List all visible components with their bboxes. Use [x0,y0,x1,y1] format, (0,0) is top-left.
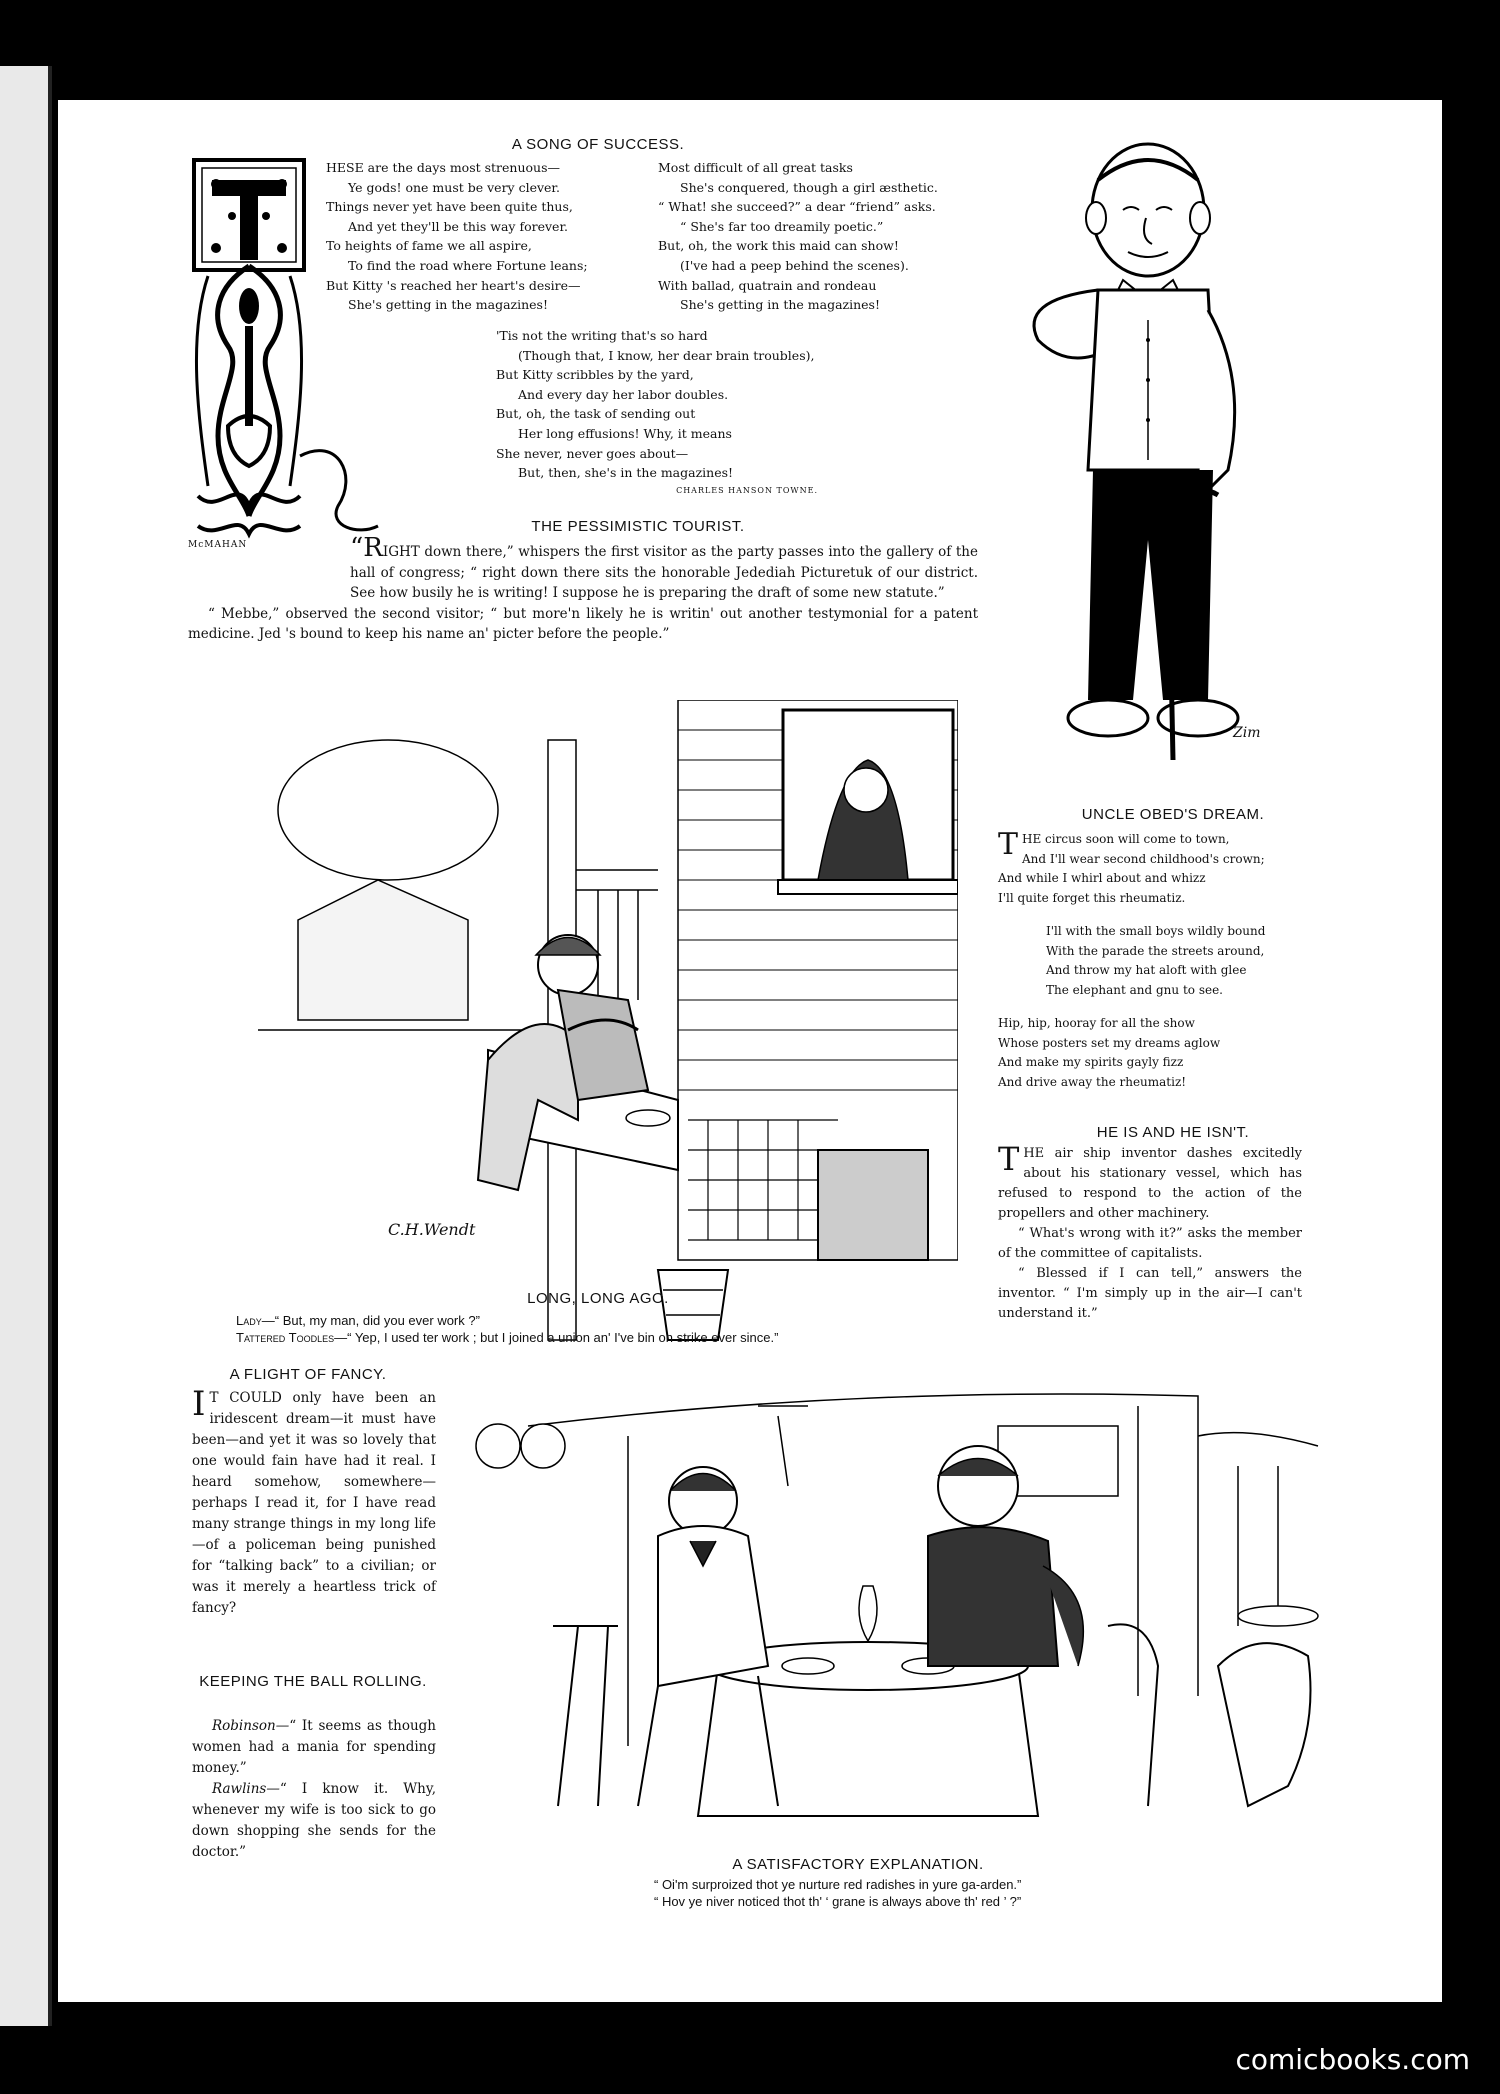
ball-speaker-2: Rawlins— [212,1781,280,1797]
poem-line: And yet they'll be this way forever. [348,218,569,234]
two-men-dining-icon [458,1366,1338,1846]
ball-line-2: “ I know it. Why, whenever my wife is too sick to go down shopping she sends for the doctor.” [192,1781,436,1860]
poem-line: With the parade the streets around, [1046,943,1265,958]
tramp-on-porch-icon [238,700,958,1360]
isnt-title: HE IS AND HE ISN'T. [1096,1124,1250,1141]
flight-title: A FLIGHT OF FANCY. [229,1366,387,1383]
isnt-paragraph-2: “ What's wrong with it?” asks the member of the committee of capitalists. [998,1226,1302,1261]
poem-line: And I'll wear second childhood's crown; [1022,851,1265,866]
poem-line: With ballad, quatrain and rondeau [658,277,877,293]
poem-line: “ What! she succeed?” a dear “friend” asks. [658,199,936,215]
tourist-paragraph-1: IGHT down there,” whispers the first visitor as the party passes into the gallery of the hall of congress; “ right down there sits the honorable Jedediah Picturetuk of our district. See how busily he is writing! I suppose he is preparing the draft of some new statute.” [350,544,978,601]
poem-line: But Kitty 's reached her heart's desire— [326,277,581,293]
longago-caption [236,1312,996,1346]
song-title: A SONG OF SUCCESS. [511,136,685,153]
longago-artist-signature: C.H.Wendt [388,1220,476,1239]
poem-line: And every day her labor doubles. [518,386,729,402]
poem-line: She's conquered, though a girl æsthetic. [680,179,938,195]
poem-line: I'll quite forget this rheumatiz. [998,890,1186,905]
poem-line: Hip, hip, hooray for all the show [998,1016,1195,1030]
site-watermark: comicbooks.com [1235,2043,1470,2076]
magazine-page [58,100,1442,2002]
poem-line: To find the road where Fortune leans; [348,257,588,273]
tourist-text [188,533,978,645]
uncle-artist-signature: Zim [1233,725,1261,741]
explanation-title: A SATISFACTORY EXPLANATION. [732,1856,984,1873]
song-column-1 [326,158,626,315]
tourist-drop-cap: “R [350,533,383,563]
poem-line: The elephant and gnu to see. [1046,982,1223,997]
poem-line: She's getting in the magazines! [680,297,880,313]
poem-line: (I've had a peep behind the scenes). [680,257,909,273]
isnt-drop-cap: T [998,1140,1020,1178]
song-column-2 [658,158,978,315]
ball-title: KEEPING THE BALL ROLLING. [199,1673,427,1690]
ball-line-1: “ It seems as though women had a mania for spending money.” [192,1718,436,1776]
poem-line: But, oh, the work this maid can show! [658,238,899,254]
poem-line: HE circus soon will come to town, [1022,832,1230,846]
ball-speaker-1: Robinson— [212,1718,290,1734]
poem-line: To heights of fame we all aspire, [326,238,532,254]
poem-line: She's getting in the magazines! [348,297,548,313]
flight-drop-cap: I [192,1384,206,1424]
ornament-signature: McMAHAN [188,540,248,550]
poem-line: Her long effusions! Why, it means [518,425,732,441]
poem-line: 'Tis not the writing that's so hard [496,328,708,343]
explanation-line-1: “ Oi'm surproized thot ye nurture red radishes in yure ga-arden.” [654,1877,1022,1892]
poem-line: She never, never goes about— [496,445,689,461]
isnt-paragraph-1: HE air ship inventor dashes excitedly about his stationary vessel, which has refused to respond to the action of the propellers and other machinery. [998,1146,1302,1221]
longago-title: LONG, LONG AGO. [527,1290,669,1307]
poem-line: But Kitty scribbles by the yard, [496,367,694,383]
uncle-drop-cap: T [998,827,1019,862]
poem-line: And make my spirits gayly fizz [998,1055,1184,1069]
song-column-3 [496,326,836,483]
poem-line: But, oh, the task of sending out [496,406,696,422]
tourist-title: THE PESSIMISTIC TOURIST. [531,518,745,535]
song-author: CHARLES HANSON TOWNE. [676,486,818,495]
longago-speaker-2: Tattered Toodles— [236,1330,348,1345]
poem-line: HESE are the days most strenuous— [326,160,561,175]
old-man-with-cane-icon [998,140,1298,800]
adjacent-page-edge [0,66,52,2026]
flight-text [192,1384,436,1619]
explanation-line-2: “ Hov ye niver noticed thot th' ‘ grane is always above th' red ’ ?” [654,1894,1022,1909]
poem-line: And throw my hat aloft with glee [1046,963,1247,977]
satisfactory-explanation-illustration [458,1366,1338,1846]
poem-line: I'll with the small boys wildly bound [1046,924,1266,938]
longago-line-2: “ Yep, I used ter work ; but I joined a union an' I've bin on strike ever since.” [347,1330,779,1345]
poem-line: And while I whirl about and whizz [998,871,1206,885]
poem-line: But, then, she's in the magazines! [518,465,734,481]
longago-line-1: “ But, my man, did you ever work ?” [274,1313,480,1328]
long-long-ago-illustration [238,700,958,1360]
poem-line: Things never yet have been quite thus, [326,199,573,215]
poem-line: “ She's far too dreamily poetic.” [680,218,884,234]
uncle-title: UNCLE OBED'S DREAM. [1081,806,1265,823]
poem-line: Whose posters set my dreams aglow [998,1035,1221,1050]
longago-speaker-1: Lady— [236,1313,275,1328]
ball-text [192,1716,436,1863]
poem-line: And drive away the rheumatiz! [998,1074,1187,1089]
poem-line: (Though that, I know, her dear brain troubles), [518,347,815,363]
uncle-poem [998,827,1358,1092]
flight-paragraph: T COULD only have been an iridescent dream—it must have been—and yet it was so lovely that one would fain have had it real. I heard somehow, somewhere—perhaps I read it, for I have read many strange things in my long life—of a policeman being punished for “talking back” to a civilian; or was it merely a heartless trick of fancy? [192,1390,436,1616]
uncle-obed-illustration [998,140,1298,800]
tourist-paragraph-2: “ Mebbe,” observed the second visitor; “ but more'n likely he is writin' out another testymonial for a patent medicine. Jed 's bound to keep his name an' picter before the people.” [188,605,978,642]
isnt-paragraph-3: “ Blessed if I can tell,” answers the inventor. “ I'm simply up in the air—I can't understand it.” [998,1266,1302,1321]
poem-line: Ye gods! one must be very clever. [348,179,561,195]
poem-line: Most difficult of all great tasks [658,160,853,175]
explanation-caption [654,1876,1294,1910]
isnt-text [998,1140,1302,1324]
